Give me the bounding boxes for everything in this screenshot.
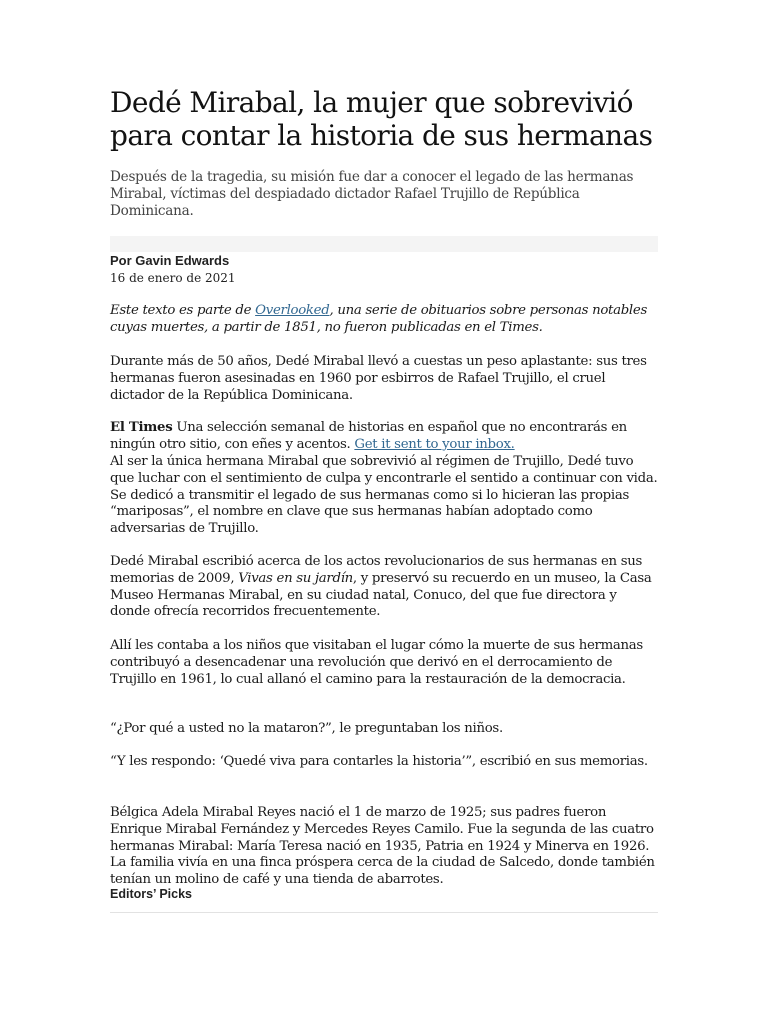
overlooked-link[interactable]: Overlooked bbox=[255, 303, 330, 318]
editors-picks-heading: Editors’ Picks bbox=[110, 887, 192, 901]
book-title: Vivas en su jardín bbox=[238, 570, 353, 586]
paragraph-3-after: , y preservó su recuerdo en un museo, la Casa Museo Hermanas Mirabal, en su ciudad natal, Conuco, del que fue directora y donde ofrecía recorridos frecuentemente. bbox=[110, 570, 652, 620]
overlooked-note-after: , una serie de obituarios sobre personas notables cuyas muertes, a partir de 1851, no fueron publicadas en el Times. bbox=[110, 303, 647, 335]
paragraph-5: “¿Por qué a usted no la mataron?”, le preguntaban los niños. bbox=[110, 721, 503, 736]
byline-divider bbox=[110, 236, 658, 252]
newsletter-promo bbox=[110, 420, 658, 454]
section-divider bbox=[110, 912, 658, 913]
paragraph-6: “Y les respondo: ‘Quedé viva para contarles la historia’”, escribió en sus memorias. bbox=[110, 754, 648, 769]
paragraph-3-before: Dedé Mirabal escribió acerca de los actos revolucionarios de sus hermanas en sus memorias de 2009, bbox=[110, 554, 643, 586]
newsletter-signup-link[interactable]: Get it sent to your inbox. bbox=[354, 436, 515, 452]
paragraph-1: Durante más de 50 años, Dedé Mirabal llevó a cuestas un peso aplastante: sus tres hermanas fueron asesinadas en 1960 por esbirros de Rafael Trujillo, el cruel dictador de la República Dominicana. bbox=[110, 354, 647, 403]
overlooked-note-before: Este texto es parte de bbox=[110, 303, 256, 318]
paragraph-7: Bélgica Adela Mirabal Reyes nació el 1 de marzo de 1925; sus padres fueron Enrique Mirabal Fernández y Mercedes Reyes Camilo. Fue la segunda de las cuatro hermanas Mirabal: María Teresa nació en 1935, Patria en 1924 y Minerva en 1926. La familia vivía en una finca próspera cerca de la ciudad de Salcedo, donde también tenían un molino de café y una tienda de abarrotes. bbox=[110, 805, 655, 888]
paragraph-3 bbox=[110, 554, 658, 621]
publish-date: 16 de enero de 2021 bbox=[110, 271, 236, 285]
article-headline: Dedé Mirabal, la mujer que sobrevivió para contar la historia de sus hermanas bbox=[110, 86, 653, 152]
paragraph-4: Allí les contaba a los niños que visitaban el lugar cómo la muerte de sus hermanas contribuyó a desencadenar una revolución que derivó en el derrocamiento de Trujillo en 1961, lo cual allanó el camino para la restauración de la democracia. bbox=[110, 638, 643, 687]
article-summary: Después de la tragedia, su misión fue dar a conocer el legado de las hermanas Mirabal, víctimas del despiadado dictador Rafael Trujillo de República Dominicana. bbox=[110, 169, 634, 219]
overlooked-note bbox=[110, 303, 658, 337]
newsletter-text: Una selección semanal de historias en español que no encontrarás en ningún otro sitio, con eñes y acentos. bbox=[110, 420, 627, 452]
newsletter-brand: El Times bbox=[110, 420, 173, 435]
byline: Por Gavin Edwards bbox=[110, 253, 230, 268]
paragraph-2: Al ser la única hermana Mirabal que sobrevivió al régimen de Trujillo, Dedé tuvo que luchar con el sentimiento de culpa y encontrarle el sentido a continuar con vida. Se dedicó a transmitir el legado de sus hermanas como si lo hicieran las propias “mariposas”, el nombre en clave que sus hermanas habían adoptado como adversarias de Trujillo. bbox=[110, 454, 658, 537]
